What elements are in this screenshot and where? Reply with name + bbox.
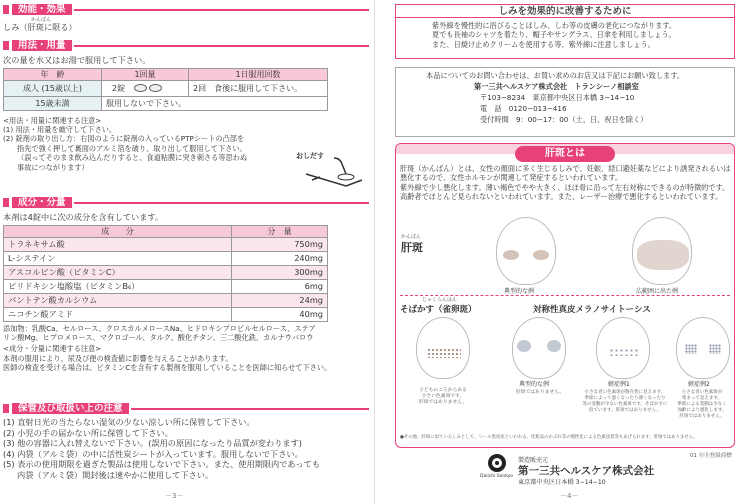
right-page [380,0,750,504]
page-divider [374,0,375,504]
kanpan-footnote: ●その他、肝斑に似ているしみとして、リール黒皮症といわれる、化粧品のかぶれ等の慢性化による色素沈着等もあげられます。肝斑ではありません。 [400,435,698,440]
ptp-press-illustration [296,150,366,190]
effects-heading: 効能・効果 [3,3,369,16]
ingredient-name: パントテン酸カルシウム [4,293,232,307]
press-label: おしだす [296,152,324,160]
registered-mark: 01 ⓇⓇ登録商標 [690,453,732,459]
contact-postal: 〒103−8234 東京都中央区日本橋 3−14−10 [480,93,635,102]
dosage-note: (1) 用法・用量を厳守して下さい。 [3,124,117,134]
logo-mark-icon [488,454,506,472]
kanpan-line: 紫外線で少し悪化します。薄い褐色でやや大きく、ほほ骨に沿って左右対称にできるのが特徴的です。 [400,182,730,192]
dosage-age-child: 15歳未満 [4,96,102,110]
face-melanosis-mild2 [676,317,730,379]
ingredients-note: 本剤の服用により、尿及び便の検査値に影響を与えることがあります。 [3,353,233,363]
ingredient-amount: 240mg [232,251,328,265]
pigment-dots [709,344,721,354]
dosage-heading: 用法・用量 [3,39,369,52]
ingredient-amount: 6mg [232,279,328,293]
tablet-icon [149,84,162,92]
kanpan-caption2: 広範囲に出た例 [636,288,679,295]
freckle-dots [427,348,461,358]
face3-caption: 軽症例2 [688,381,710,388]
ingredients-header-amount: 分 量 [232,225,328,237]
dosage-child-note: 服用しないで下さい。 [102,96,328,110]
additives-line: リン酸Mg、ヒプロメロース、マクロゴール、タルク、酸化チタン、三二酸化鉄、カルナウバロウ [3,332,314,342]
storage-item: (3) 他の容器に入れ替えないで下さい。(誤用の原因になったり品質が変わります) [3,438,302,448]
face-melanosis-typical [512,317,566,379]
pigment-patch [547,340,561,352]
ingredients-note: 医師の検査を受ける場合は、ビタミンCを含有する製剤を服用していることを医師に知らせて下さい。 [3,363,332,373]
ingredient-amount: 24mg [232,293,328,307]
storage-item: 内袋（アルミ袋）開封後は速やかに使用して下さい。 [17,469,214,480]
dosage-notes-title: <用法・用量に関連する注意> [3,115,102,125]
pigment-patch [517,340,531,352]
face-typical-kanpan [496,217,556,285]
tablet-icon [134,84,147,92]
pigment-patch [533,250,549,260]
dosage-note: 事故につながります） [17,162,89,172]
ingredient-amount: 300mg [232,265,328,279]
effects-section [3,3,369,33]
pigment-patch [637,240,689,270]
logo-text: Daiichi Sankyo [480,474,514,479]
contact-intro: 本品についてのお問い合わせは、お買い求めのお店又は下記にお願い致します。 [426,71,685,80]
kanpan-title: 肝斑とは [515,146,615,162]
freckles-ruby: じゃくらんはん [422,297,458,303]
effects-ruby: かんぱん [31,17,52,23]
dosage-table [3,68,328,111]
dosage-times: 2回 食後に服用して下さい。 [189,80,328,96]
ingredient-name: ピリドキシン塩酸塩（ビタミンB₆） [4,279,232,293]
dosage-header-times: 1日服用回数 [189,68,328,80]
pigment-dots [609,348,639,356]
ingredient-amount: 750mg [232,237,328,251]
face3-note: 小さな青い色素斑が 集まって見えます。 季節による変動は少なく 加齢により悪化します。 肝斑ではありません。 [677,390,727,419]
dosage-age-adult: 成人 (15歳以上) [4,80,102,96]
contact-hours: 受付時間 9：00−17：00（土、日、祝日を除く） [480,115,648,124]
additives-line: 添加物：乳酸Ca、セルロース、クロスカルメロースNa、ヒドロキシプロピルセルロース、ステア [3,323,316,333]
storage-item: (4) 内袋（アルミ袋）の中に活性炭シートが入っています。服用しないで下さい。 [3,448,303,459]
maker-label: 製造販売元 [518,457,549,464]
tips-line: 紫外線を慢性的に浴びることはしみ、しわ等の皮膚の老化につながります。 [432,21,677,30]
dosage-note: (2) 錠剤の取り出し方：右図のように錠剤の入っているPTPシートの凸部を [3,134,245,144]
tips-line: 夏でも長袖のシャツを着たり、帽子やサングラス、日傘を利用しましょう。 [432,30,676,40]
ingredient-name: L-システイン [4,251,232,265]
dosage-header-dose: 1回量 [102,68,189,80]
kanpan-label: 肝斑 [401,241,423,254]
effects-text: しみ（肝斑に限る） [3,22,77,32]
face-wide-kanpan [632,217,692,285]
tips-line: また、日焼け止めクリームを使用する等、紫外線に注意しましょう。 [432,39,655,49]
ptp-sheet-icon [296,150,366,190]
freckles-label: そばかす（雀卵斑） [400,305,477,315]
kanpan-caption1: 典型的な例 [504,288,535,295]
dosage-note: 指先で強く押して裏面のアルミ箔を破り、取り出して服用して下さい。 [17,143,247,153]
maker-name: 第一三共ヘルスケア株式会社 [518,465,655,477]
page-number-left: －3－ [165,492,184,500]
daiichi-logo [480,454,514,484]
kanpan-box [395,143,735,448]
kanpan-line: 高齢者でほとんど見られないといわれています。また、レーザー治療で悪化するといわれています。 [400,192,723,202]
ingredients-notes-title: <成分・分量に関連する注意> [3,344,102,354]
melanosis-label: 対称性真皮メラノサイトーシス [533,305,651,315]
ingredient-name: ニコチン酸アミド [4,307,232,321]
face1-caption: 典型的な例 [519,381,550,388]
freckles-note: 子どものころからある 小さい色素斑です。 肝斑ではありません。 [418,388,468,405]
ingredients-intro: 本剤は4錠中に次の成分を含有しています。 [3,212,164,222]
kanpan-line: 悪化するので、女性ホルモンが関連して発症するといわれています。 [400,173,623,183]
face-melanosis-mild1 [596,317,650,379]
kanpan-label-ruby: かんぱん [401,234,422,240]
tips-box [395,4,735,59]
page-number-right: －4－ [560,492,579,500]
ingredient-name: アスコルビン酸（ビタミンC） [4,265,232,279]
ingredient-name: トラネキサム酸 [4,237,232,251]
storage-section [3,402,369,480]
face-freckles [416,317,470,379]
pigment-dots [685,344,697,354]
storage-item: (5) 表示の使用期限を過ぎた製品は使用しないで下さい。また、使用期限内であっても [3,459,321,469]
left-page [0,0,372,504]
dosage-note: （誤ってそのまま飲み込んだりすると、食道粘膜に突き刺さる等思わぬ [17,153,248,163]
dosage-intro: 次の量を水又はお湯で服用して下さい。 [3,55,151,65]
maker-address: 東京都中央区日本橋 3−14−10 [518,479,606,486]
dosage-header-age: 年 齢 [4,68,102,80]
tips-title: しみを効果的に改善するために [396,5,734,18]
ingredients-heading: 成分・分量 [3,196,369,209]
contact-tel: 電 話 0120−013−416 [480,104,567,113]
storage-item: (1) 直射日光の当たらない湿気の少ない涼しい所に保管して下さい。 [3,417,255,427]
ingredients-header-name: 成 分 [4,225,232,237]
storage-item: (2) 小児の手の届かない所に保管して下さい。 [3,427,173,438]
ingredients-section [3,196,369,373]
dosage-dose-cell [102,80,189,96]
face2-note: 小さな青い色素斑が散在性に見えます。 季節によって悪くなったり薄くなったり 等の変動が少ない色素斑です。そばかすに 似ています。肝斑ではありません。 [582,390,668,413]
storage-heading: 保管及び取扱い上の注意 [3,402,369,415]
ingredient-amount: 40mg [232,307,328,321]
ingredients-table [3,225,328,322]
dosage-dose: 2錠 [112,83,126,93]
pigment-patch [503,250,519,260]
kanpan-line: 肝斑（かんぱん）とは、女性の顔面に多く生じるしみで、妊娠、経口避妊薬などにより誘発されるいは [400,164,731,173]
contact-box [395,67,735,137]
face1-note: 肝斑ではありません。 [515,390,565,395]
face2-caption: 軽症例1 [608,381,630,388]
contact-company: 第一三共ヘルスケア株式会社 トランシーノ相談室 [474,82,639,91]
